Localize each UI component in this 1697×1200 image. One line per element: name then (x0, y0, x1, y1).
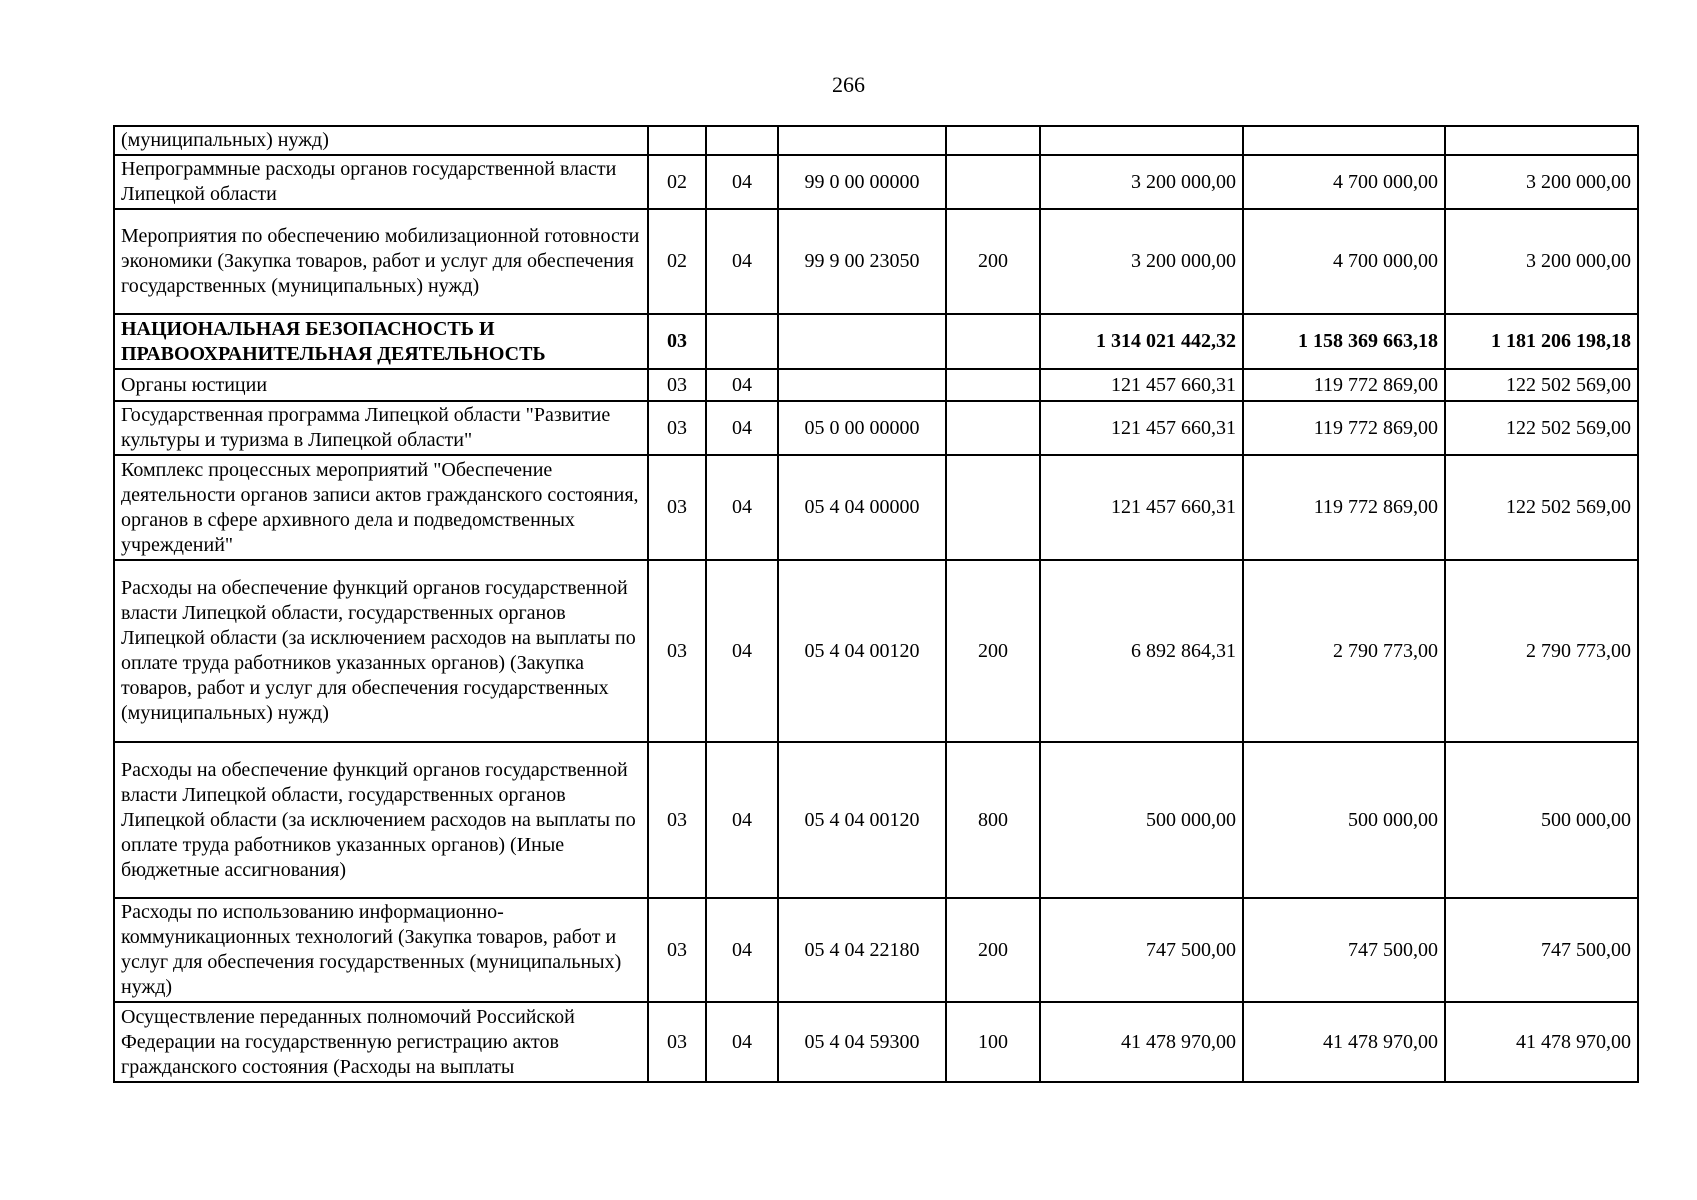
amount-year3-cell: 3 200 000,00 (1445, 155, 1638, 209)
budget-table (113, 125, 1639, 1083)
expense-type-cell: 200 (946, 898, 1040, 1002)
expense-type-cell (946, 314, 1040, 369)
amount-year2-cell: 119 772 869,00 (1243, 401, 1445, 455)
expense-type-cell (946, 369, 1040, 401)
target-article-cell: 05 4 04 22180 (778, 898, 946, 1002)
section-code-cell: 03 (648, 742, 706, 898)
row-name-cell: Расходы по использованию информационно-коммуникационных технологий (Закупка товаров, работ и услуг для обеспечения государственных (муниципальных) нужд) (114, 898, 648, 1002)
expense-type-cell: 200 (946, 209, 1040, 314)
amount-year3-cell: 2 790 773,00 (1445, 560, 1638, 742)
amount-year2-cell: 119 772 869,00 (1243, 369, 1445, 401)
target-article-cell: 99 0 00 00000 (778, 155, 946, 209)
expense-type-cell: 800 (946, 742, 1040, 898)
amount-year3-cell: 122 502 569,00 (1445, 369, 1638, 401)
target-article-cell: 05 4 04 00120 (778, 560, 946, 742)
section-code-cell: 03 (648, 1002, 706, 1082)
subsection-code-cell: 04 (706, 401, 778, 455)
expense-type-cell (946, 401, 1040, 455)
target-article-cell: 05 4 04 00000 (778, 455, 946, 560)
amount-year3-cell: 122 502 569,00 (1445, 401, 1638, 455)
subsection-code-cell: 04 (706, 369, 778, 401)
row-name-cell: Расходы на обеспечение функций органов государственной власти Липецкой области, государственных органов Липецкой области (за исключением расходов на выплаты по оплате труда работников указанных органов) (Закупка товаров, работ и услуг для обеспечения государственных (муниципальных) нужд) (114, 560, 648, 742)
row-name-cell: Осуществление переданных полномочий Российской Федерации на государственную регистрацию актов гражданского состояния (Расходы на выплаты (114, 1002, 648, 1082)
target-article-cell: 05 4 04 59300 (778, 1002, 946, 1082)
target-article-cell: 05 4 04 00120 (778, 742, 946, 898)
amount-year3-cell: 3 200 000,00 (1445, 209, 1638, 314)
amount-year2-cell: 119 772 869,00 (1243, 455, 1445, 560)
table-row (114, 455, 1638, 560)
amount-year3-cell: 747 500,00 (1445, 898, 1638, 1002)
row-name-cell: НАЦИОНАЛЬНАЯ БЕЗОПАСНОСТЬ И ПРАВООХРАНИТЕЛЬНАЯ ДЕЯТЕЛЬНОСТЬ (114, 314, 648, 369)
amount-year1-cell: 3 200 000,00 (1040, 209, 1243, 314)
amount-year2-cell: 4 700 000,00 (1243, 209, 1445, 314)
table-row (114, 742, 1638, 898)
expense-type-cell: 100 (946, 1002, 1040, 1082)
amount-year3-cell: 41 478 970,00 (1445, 1002, 1638, 1082)
table-row (114, 401, 1638, 455)
amount-year1-cell: 747 500,00 (1040, 898, 1243, 1002)
table-row (114, 126, 1638, 155)
table-row (114, 1002, 1638, 1082)
amount-year3-cell: 122 502 569,00 (1445, 455, 1638, 560)
expense-type-cell: 200 (946, 560, 1040, 742)
amount-year2-cell: 1 158 369 663,18 (1243, 314, 1445, 369)
amount-year1-cell: 121 457 660,31 (1040, 369, 1243, 401)
amount-year1-cell: 6 892 864,31 (1040, 560, 1243, 742)
row-name-cell: Государственная программа Липецкой области "Развитие культуры и туризма в Липецкой области" (114, 401, 648, 455)
amount-year2-cell: 2 790 773,00 (1243, 560, 1445, 742)
amount-year1-cell: 121 457 660,31 (1040, 455, 1243, 560)
row-name-cell: Комплекс процессных мероприятий "Обеспечение деятельности органов записи актов гражданского состояния, органов в сфере архивного дела и подведомственных учреждений" (114, 455, 648, 560)
amount-year2-cell: 4 700 000,00 (1243, 155, 1445, 209)
subsection-code-cell: 04 (706, 742, 778, 898)
amount-year1-cell: 500 000,00 (1040, 742, 1243, 898)
page-number: 266 (832, 72, 865, 97)
subsection-code-cell: 04 (706, 209, 778, 314)
amount-year1-cell: 121 457 660,31 (1040, 401, 1243, 455)
table-row (114, 314, 1638, 369)
section-code-cell: 02 (648, 155, 706, 209)
target-article-cell: 05 0 00 00000 (778, 401, 946, 455)
subsection-code-cell: 04 (706, 898, 778, 1002)
section-code-cell: 03 (648, 369, 706, 401)
amount-year2-cell: 41 478 970,00 (1243, 1002, 1445, 1082)
amount-year3-cell: 500 000,00 (1445, 742, 1638, 898)
amount-year2-cell (1243, 126, 1445, 155)
section-code-cell: 03 (648, 898, 706, 1002)
subsection-code-cell (706, 126, 778, 155)
table-row (114, 560, 1638, 742)
amount-year1-cell: 1 314 021 442,32 (1040, 314, 1243, 369)
row-name-cell: Мероприятия по обеспечению мобилизационной готовности экономики (Закупка товаров, работ и услуг для обеспечения государственных (муниципальных) нужд) (114, 209, 648, 314)
row-name-cell: Органы юстиции (114, 369, 648, 401)
section-code-cell: 03 (648, 560, 706, 742)
amount-year3-cell: 1 181 206 198,18 (1445, 314, 1638, 369)
section-code-cell: 03 (648, 401, 706, 455)
section-code-cell (648, 126, 706, 155)
section-code-cell: 03 (648, 314, 706, 369)
table-row (114, 369, 1638, 401)
row-name-cell: Расходы на обеспечение функций органов государственной власти Липецкой области, государственных органов Липецкой области (за исключением расходов на выплаты по оплате труда работников указанных органов) (Иные бюджетные ассигнования) (114, 742, 648, 898)
row-name-cell: Непрограммные расходы органов государственной власти Липецкой области (114, 155, 648, 209)
target-article-cell (778, 369, 946, 401)
budget-table-body (114, 126, 1638, 1082)
row-name-cell: (муниципальных) нужд) (114, 126, 648, 155)
table-row (114, 898, 1638, 1002)
expense-type-cell (946, 455, 1040, 560)
target-article-cell (778, 126, 946, 155)
amount-year1-cell: 41 478 970,00 (1040, 1002, 1243, 1082)
subsection-code-cell: 04 (706, 1002, 778, 1082)
target-article-cell (778, 314, 946, 369)
amount-year2-cell: 747 500,00 (1243, 898, 1445, 1002)
section-code-cell: 03 (648, 455, 706, 560)
expense-type-cell (946, 126, 1040, 155)
expense-type-cell (946, 155, 1040, 209)
subsection-code-cell (706, 314, 778, 369)
subsection-code-cell: 04 (706, 155, 778, 209)
section-code-cell: 02 (648, 209, 706, 314)
subsection-code-cell: 04 (706, 455, 778, 560)
table-row (114, 209, 1638, 314)
amount-year1-cell (1040, 126, 1243, 155)
amount-year1-cell: 3 200 000,00 (1040, 155, 1243, 209)
table-row (114, 155, 1638, 209)
target-article-cell: 99 9 00 23050 (778, 209, 946, 314)
subsection-code-cell: 04 (706, 560, 778, 742)
amount-year3-cell (1445, 126, 1638, 155)
amount-year2-cell: 500 000,00 (1243, 742, 1445, 898)
